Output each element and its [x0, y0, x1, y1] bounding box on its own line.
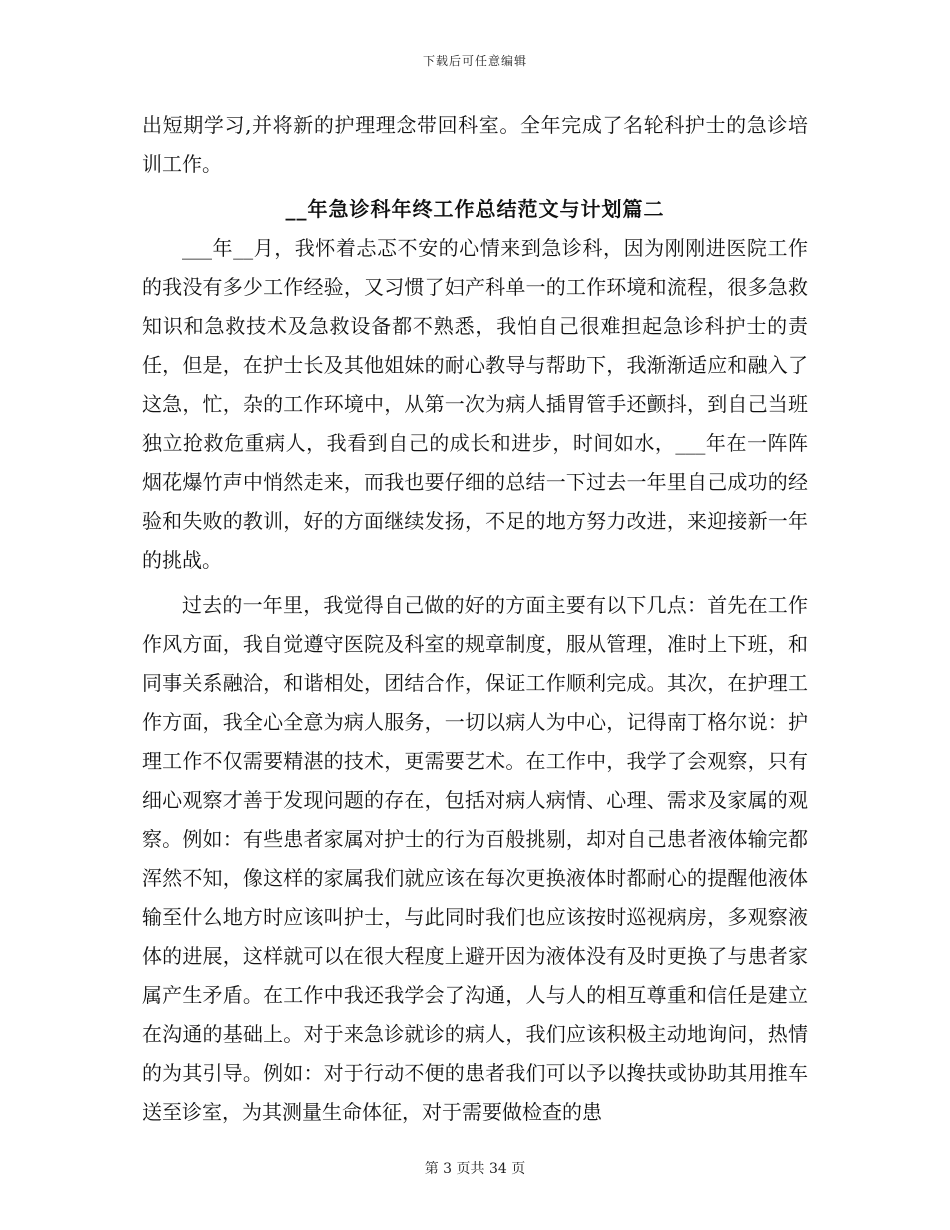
paragraph: 过去的一年里，我觉得自己做的好的方面主要有以下几点：首先在工作作风方面，我自觉遵守医院及科室的规章制度，服从管理，准时上下班，和同事关系融洽，和谐相处，团结合作，保证工作顺利完成。其次，在护理工作方面，我全心全意为病人服务，一切以病人为中心，记得南丁格尔说：护理工作不仅需要精湛的技术，更需要艺术。在工作中，我学了会观察，只有细心观察才善于发现问题的存在，包括对病人病情、心理、需求及家属的观察。例如：有些患者家属对护士的行为百般挑剔，却对自己患者液体输完都浑然不知，像这样的家属我们就应该在每次更换液体时都耐心的提醒他液体输至什么地方时应该叫护士，与此同时我们也应该按时巡视病房，多观察液体的进展，这样就可以在很大程度上避开因为液体没有及时更换了与患者家属产生矛盾。在工作中我还我学会了沟通，人与人的相互尊重和信任是建立在沟通的基础上。对于来急诊就诊的病人，我们应该积极主动地询问，热情的为其引导。例如：对于行动不便的患者我们可以予以搀扶或协助其用推车送至诊室，为其测量生命体征，对于需要做检查的患: [142, 593, 808, 1124]
section-title: __年急诊科年终工作总结范文与计划篇二: [285, 197, 665, 221]
paragraph: ___年__月，我怀着忐忑不安的心情来到急诊科，因为刚刚进医院工作的我没有多少工作经验，又习惯了妇产科单一的工作环境和流程，很多急救知识和急救技术及急救设备都不熟悉，我怕自己很难担起急诊科护士的责任，但是，在护士长及其他姐妹的耐心教导与帮助下，我渐渐适应和融入了这急，忙，杂的工作环境中，从第一次为病人插胃管手还颤抖，到自己当班独立抢救危重病人，我看到自己的成长和进步，时间如水，___年在一阵阵烟花爆竹声中悄然走来，而我也要仔细的总结一下过去一年里自己成功的经验和失败的教训，好的方面继续发扬，不足的地方努力改进，来迎接新一年的挑战。: [142, 236, 808, 572]
paragraph-continuation: 出短期学习,并将新的护理理念带回科室。全年完成了名轮科护士的急诊培训工作。: [142, 113, 808, 176]
page-header: 下载后可任意编辑: [422, 54, 527, 68]
page-number: 第 3 页共 34 页: [424, 1161, 526, 1177]
document-body: [142, 106, 808, 1132]
